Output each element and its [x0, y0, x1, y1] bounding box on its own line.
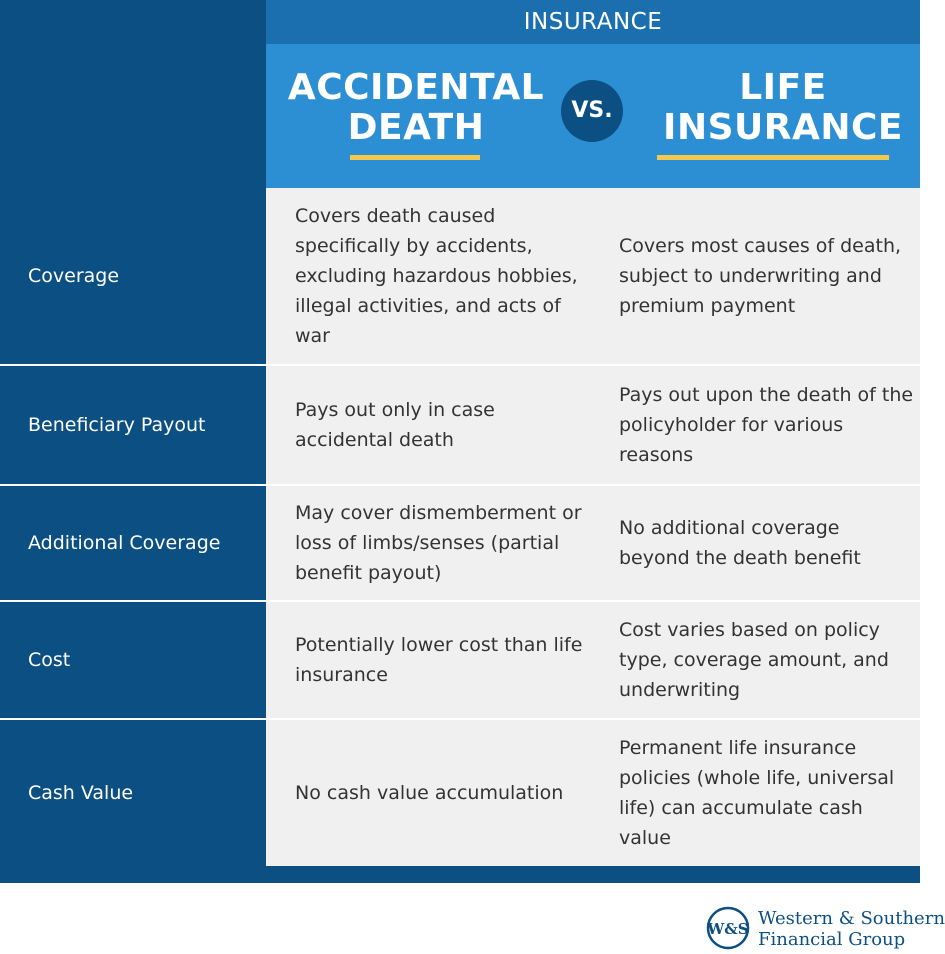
accidental-death-title-line1: ACCIDENTAL [287, 67, 545, 108]
accidental-death-cell [295, 366, 595, 484]
life-insurance-title-line1: LIFE [739, 67, 827, 108]
row-content [266, 602, 920, 718]
table-row-additional-coverage [0, 486, 920, 600]
cell-text: May cover dismemberment or loss of limbs/senses (partial benefit payout) [295, 502, 582, 584]
accidental-death-cell [295, 602, 595, 718]
accidental-death-cell [295, 720, 595, 866]
life-insurance-cell [619, 602, 915, 718]
accidental-death-title-line2: DEATH [347, 107, 485, 148]
cell-text: No additional coverage beyond the death benefit [619, 517, 861, 569]
cell-text: No cash value accumulation [295, 782, 564, 804]
cell-text: Covers death caused specifically by accidents, excluding hazardous hobbies, illegal activities, and acts of war [295, 205, 578, 347]
accidental-death-cell [295, 188, 595, 364]
accidental-death-title [266, 68, 566, 148]
bottom-band [0, 866, 920, 883]
cell-text: Pays out only in case accidental death [295, 399, 495, 451]
cell-text: Cost varies based on policy type, coverage amount, and underwriting [619, 619, 889, 701]
life-insurance-cell [619, 188, 915, 364]
table-row-beneficiary-payout [0, 366, 920, 484]
life-insurance-cell [619, 720, 915, 866]
logo-line2: Financial Group [758, 929, 906, 950]
header-main [266, 44, 920, 188]
cell-text: Pays out upon the death of the policyholder for various reasons [619, 384, 914, 466]
life-insurance-title [646, 68, 920, 148]
header-left-panel [0, 0, 266, 188]
header-category-label: INSURANCE [266, 0, 920, 44]
life-insurance-underline [657, 155, 889, 160]
table-row-coverage [0, 188, 920, 364]
row-label-cost: Cost [0, 602, 266, 718]
western-southern-logo [706, 906, 945, 954]
ws-monogram-text: W&S [707, 920, 749, 938]
vs-badge: VS. [561, 80, 623, 142]
row-label-cash-value: Cash Value [0, 720, 266, 866]
row-label-additional-coverage: Additional Coverage [0, 486, 266, 600]
accidental-death-underline [350, 155, 480, 160]
life-insurance-cell [619, 486, 915, 600]
row-content [266, 188, 920, 364]
table-row-cost [0, 602, 920, 718]
accidental-death-cell [295, 486, 595, 600]
logo-line1: Western & Southern [758, 908, 945, 929]
cell-text: Permanent life insurance policies (whole life, universal life) can accumulate cash value [619, 737, 895, 849]
row-label-coverage: Coverage [0, 188, 266, 364]
ws-monogram-icon [706, 906, 750, 950]
table-row-cash-value [0, 720, 920, 866]
row-label-beneficiary-payout: Beneficiary Payout [0, 366, 266, 484]
cell-text: Potentially lower cost than life insurance [295, 634, 583, 686]
row-content [266, 486, 920, 600]
row-content [266, 366, 920, 484]
life-insurance-title-line2: INSURANCE [663, 107, 903, 148]
logo-wordmark [758, 908, 945, 950]
cell-text: Covers most causes of death, subject to underwriting and premium payment [619, 235, 902, 317]
row-content [266, 720, 920, 866]
life-insurance-cell [619, 366, 915, 484]
